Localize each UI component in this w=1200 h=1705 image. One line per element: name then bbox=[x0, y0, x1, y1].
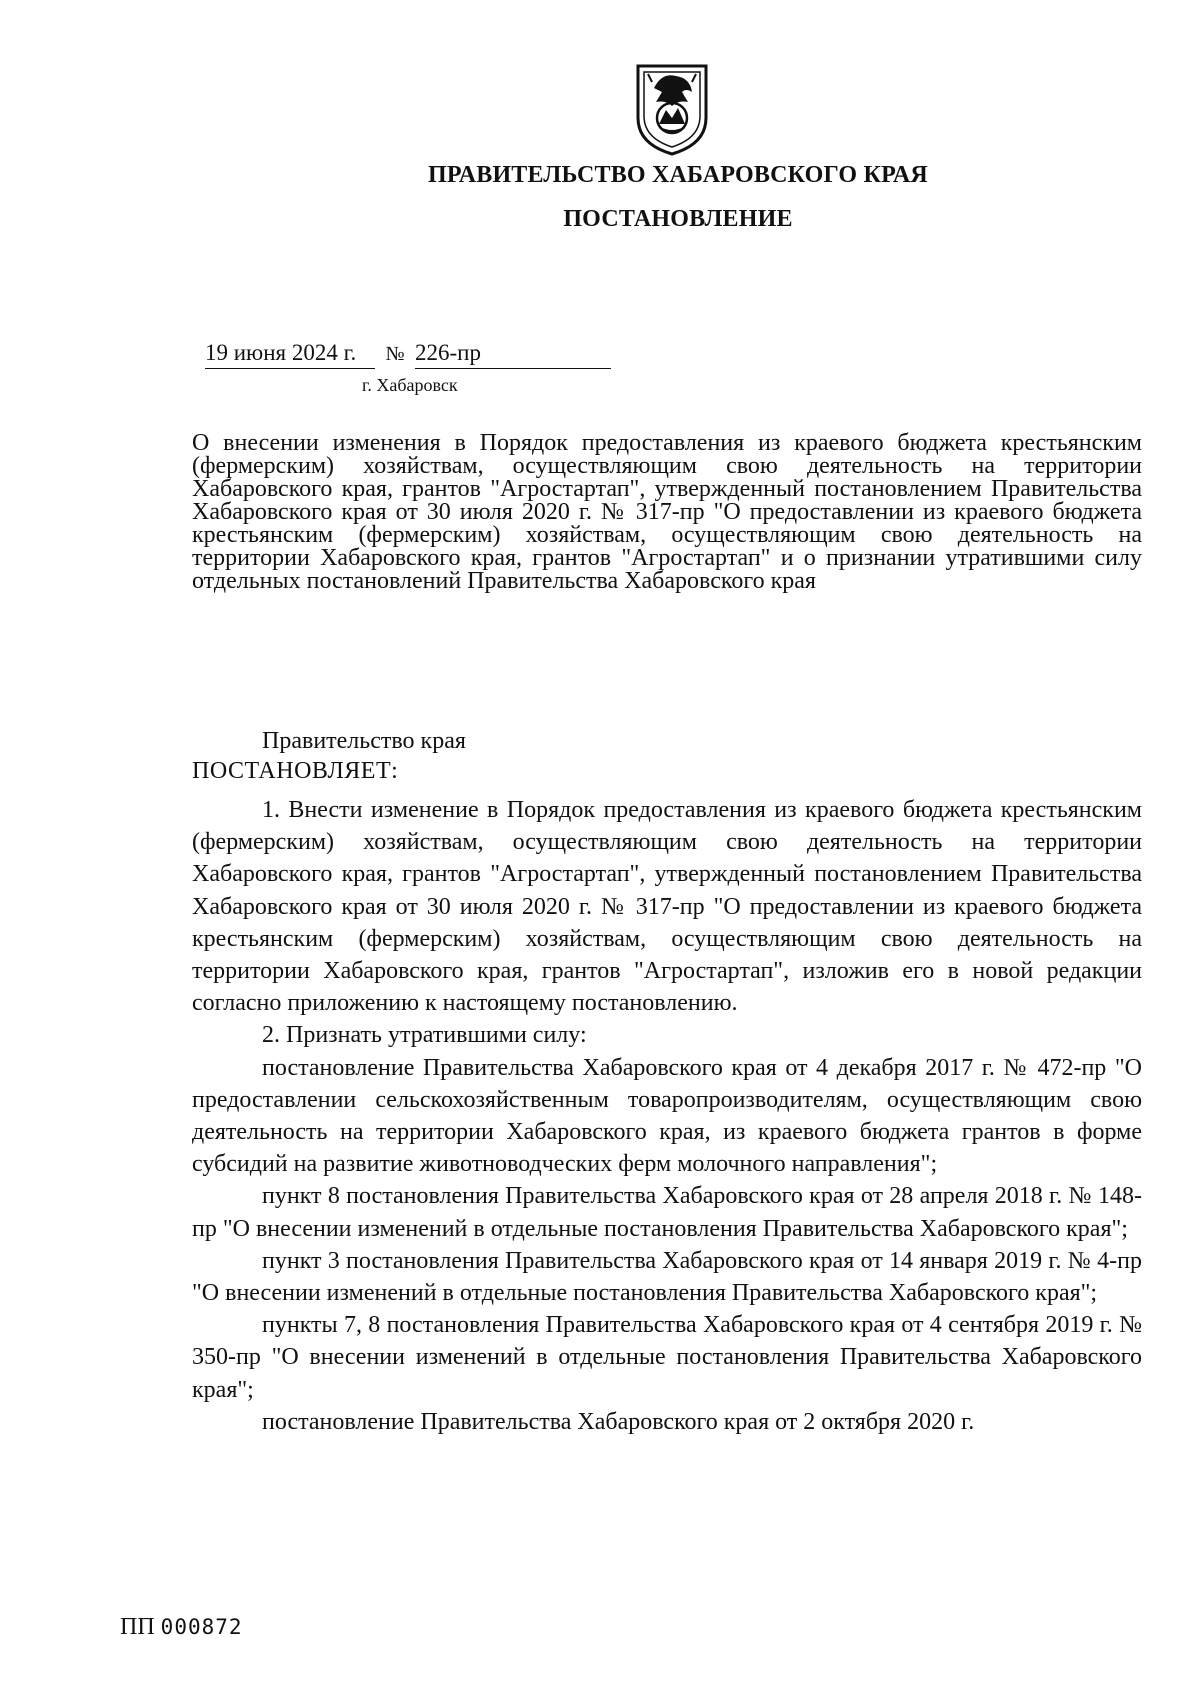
serial-prefix: ПП bbox=[120, 1614, 155, 1640]
form-serial-code bbox=[120, 1614, 243, 1641]
organization-title: ПРАВИТЕЛЬСТВО ХАБАРОВСКОГО КРАЯ bbox=[428, 162, 928, 188]
repealed-item: постановление Правительства Хабаровского края от 2 октября 2020 г. bbox=[262, 1408, 975, 1435]
issuer-line: Правительство края bbox=[262, 728, 466, 754]
coat-of-arms-icon bbox=[632, 58, 712, 156]
number-sign: № bbox=[385, 343, 405, 365]
repealed-item: пункты 7, 8 постановления Правительства Хабаровского края от 4 сентября 2019 г. № 350-пр "О внесении изменений в отдельные постановления Правительства Хабаровского края"; bbox=[192, 1312, 1142, 1403]
serial-number: 000872 bbox=[160, 1615, 243, 1639]
document-subject: О внесении изменения в Порядок предоставления из краевого бюджета крестьянским (фермерским) хозяйствам, осуществляющим свою деятельность на территории Хабаровского края, грантов "Агростартап", утвержденный постановлением Правительства Хабаровского края от 30 июля 2020 г. № 317-пр "О предоставлении из краевого бюджета крестьянским (фермерским) хозяйствам, осуществляющим свою деятельность на территории Хабаровского края, грантов "Агростартап" и о признании утратившими силу отдельных постановлений Правительства Хабаровского края bbox=[192, 430, 1142, 594]
document-number: 226-пр bbox=[415, 340, 611, 369]
paragraph-1: 1. Внести изменение в Порядок предоставления из краевого бюджета крестьянским (фермерским) хозяйствам, осуществляющим свою деятельность на территории Хабаровского края, грантов "Агростартап", утвержденный постановлением Правительства Хабаровского края от 30 июля 2020 г. № 317-пр "О предоставлении из краевого бюджета крестьянским (фермерским) хозяйствам, осуществляющим свою деятельность на территории Хабаровского края, грантов "Агростартап", изложив его в новой редакции согласно приложению к настоящему постановлению. bbox=[192, 797, 1142, 1017]
repealed-item: пункт 8 постановления Правительства Хабаровского края от 28 апреля 2018 г. № 148-пр "О внесении изменений в отдельные постановления Правительства Хабаровского края"; bbox=[192, 1183, 1142, 1242]
date-number-line bbox=[205, 340, 611, 369]
document-city: г. Хабаровск bbox=[362, 375, 458, 395]
decree-verb: ПОСТАНОВЛЯЕТ: bbox=[192, 758, 399, 784]
document-body bbox=[192, 794, 1142, 1438]
document-type-title: ПОСТАНОВЛЕНИЕ bbox=[563, 206, 793, 232]
document-date: 19 июня 2024 г. bbox=[205, 340, 375, 369]
repealed-item: постановление Правительства Хабаровского края от 4 декабря 2017 г. № 472-пр "О предоставлении сельскохозяйственным товаропроизводителям, осуществляющим свою деятельность на территории Хабаровского края, из краевого бюджета грантов в форме субсидий на развитие животноводческих ферм молочного направления"; bbox=[192, 1054, 1142, 1178]
paragraph-2: 2. Признать утратившими силу: bbox=[262, 1022, 587, 1049]
repealed-item: пункт 3 постановления Правительства Хабаровского края от 14 января 2019 г. № 4-пр "О внесении изменений в отдельные постановления Правительства Хабаровского края"; bbox=[192, 1247, 1142, 1307]
